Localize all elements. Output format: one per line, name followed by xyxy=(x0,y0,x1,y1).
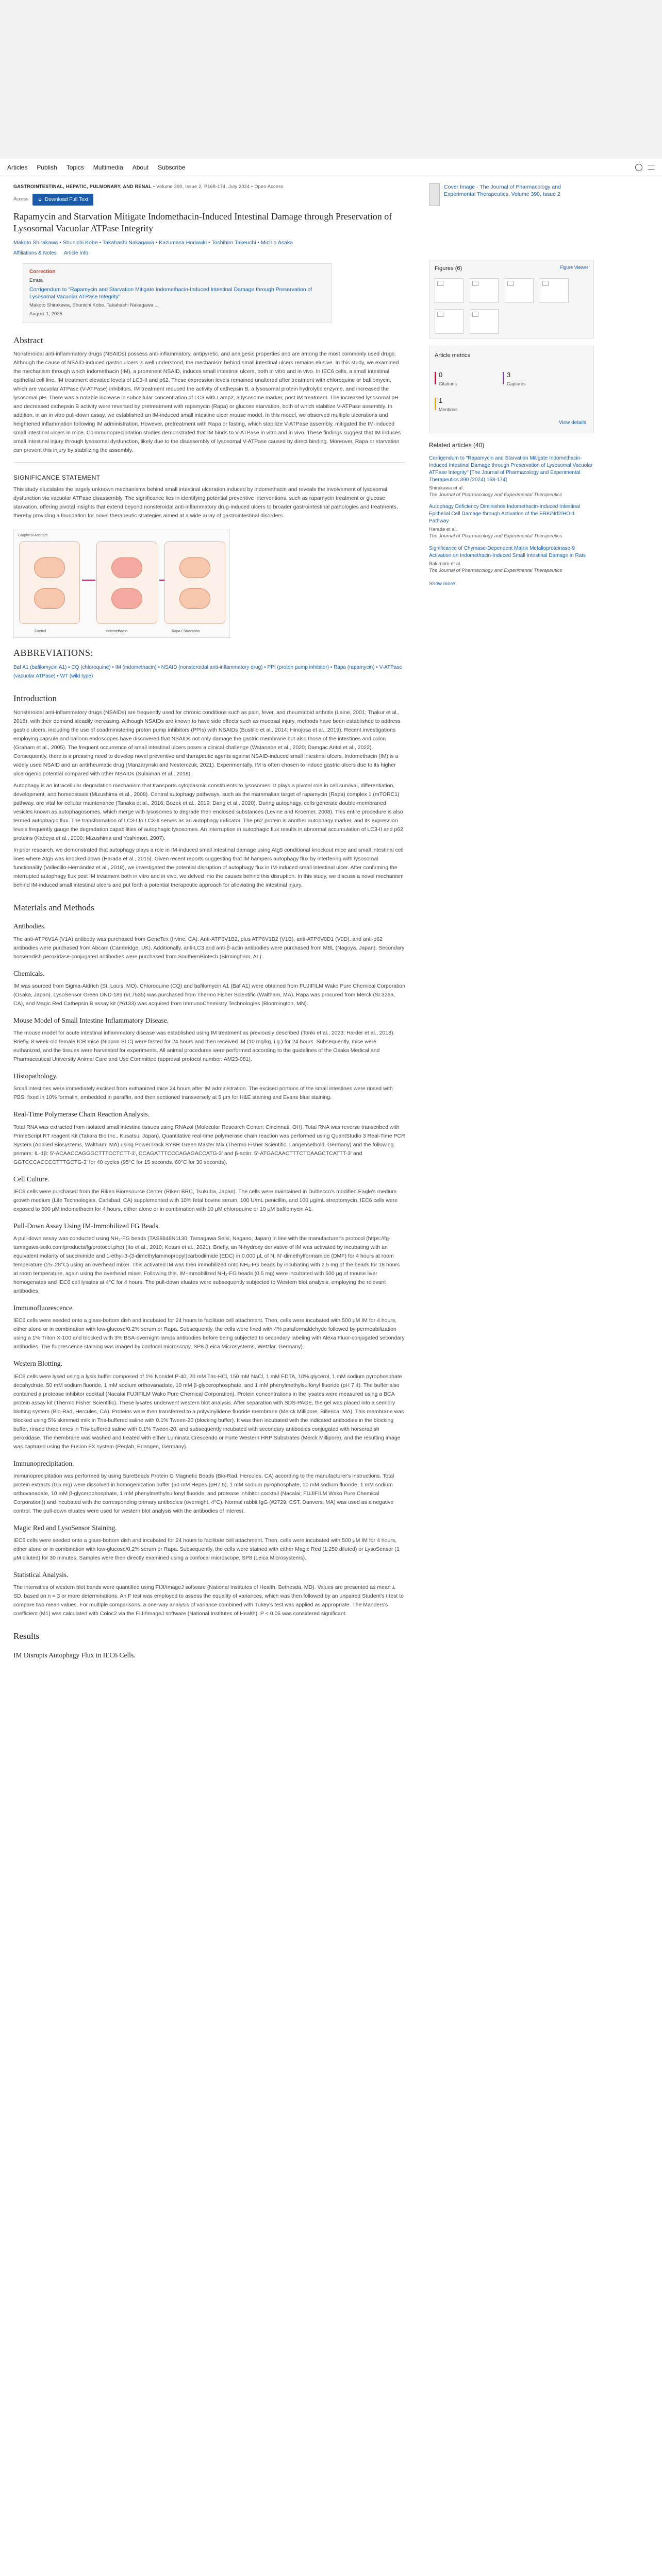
article-column xyxy=(13,176,405,1660)
article-info-link[interactable]: Article Info xyxy=(63,250,88,256)
access-row xyxy=(13,194,405,206)
methods-heading: Materials and Methods xyxy=(13,902,94,912)
related-article-journal: The Journal of Pharmacology and Experimental Therapeutics xyxy=(429,533,562,539)
metric-bar xyxy=(435,398,436,410)
article-title: Rapamycin and Starvation Mitigate Indomethacin-Induced Intestinal Damage through Preservation of Lysosomal Vacuolar ATPase Integrity xyxy=(13,211,392,234)
methods-paragraph: The mouse model for acute intestinal inflammatory disease was established using IM treatment as previously described (Tonki et al., 2023; Harder et al., 2018). Briefly, 8-week-old female ICR mice (Nippon SLC) were fasted for 24 hours and then received IM (10 mg/kg, i.g.) for 24 hours. Subsequently, mice were euthanized, and the tissues were harvested for experiments. All animal procedures were performed according to the guidelines of the Osaka Medical and Pharmaceutical University Animal Care and Use Committee (approval protocol number: AM23-081). xyxy=(13,1030,395,1063)
methods-paragraph: Total RNA was extracted from isolated small intestine tissues using RNAzol (Molecular Research Center; Cincinnati, OH). Total RNA was reverse transcribed with PrimeScript RT reagent Kit (Takara Bio Inc., Kusatsu, Japan). Quantitative real-time polymerase chain reaction was performed using QuantStudio 3 Real-Time PCR System (Applied Biosystems, Waltham, MA) using PowerTrack SYBR Green Master Mix (Thermo Fisher Scientific, Langenselbold, Germany) and the following primers: IL-1β: 5'-ACAACCAGGGCTTTCCTCTT-3', CCAGATTTCCCAGAGACCATG-3' and β-actin: 5'-ATGACAACTTTCTCAAGCTCATTT-3' and GGTCCCACCCCTTTGCTG-3' for 40 cycles (95°C for 15 seconds, 60°C for 30 seconds). xyxy=(13,1124,405,1165)
correction-type: Errata xyxy=(29,277,43,283)
cell-illustration xyxy=(179,588,210,609)
methods-subheading: Statistical Analysis. xyxy=(13,1571,69,1579)
cell-illustration xyxy=(111,557,142,578)
intro-paragraph: Nonsteroidal anti-inflammatory drugs (NSAIDs) are frequently used for chronic conditions such as pain, fever, and rheumatoid arthritis (Laine, 2001; Thakur et al., 2018), with their demand steadily increasing. Although NSAIDs are known to have side effects such as mucosal injury, methods have been established to address gastric ulcers, including the use of coadministering proton pump inhibitors (PPIs) with NSAIDs (Bustillo et al., 2014; Hinojosa et al., 2019). Recent investigations employing capsule and balloon endoscopes have discovered that NSAIDs not only damage the gastric membrane but also those of the intestines and colon (Graham et al., 2005). The frequent occurrence of small intestinal ulcers poses a clinical challenge (Watanabe et al., 2020; Damgac Aritol et al., 2022). Consequently, there is a pressing need to develop novel preventive and therapeutic agents against NSAID-induced small intestinal ulcers. Indomethacin (IM) is a widely used NSAID and an antirheumatic drug (Manzarynski and Nesterczuk, 2021). Experimentally, IM is often chosen to induce gastric ulcers due to its higher ulcerogenic potential compared with other NSAIDs (Sulaiman et al., 2018). xyxy=(13,709,401,777)
methods-subheading: Chemicals. xyxy=(13,969,45,977)
nav-articles[interactable]: Articles xyxy=(7,163,28,171)
figure-thumbnails xyxy=(435,278,588,334)
correction-heading: Correction xyxy=(29,268,56,275)
related-article-authors: Shirakawa et al. xyxy=(429,485,464,491)
article-metrics-panel xyxy=(429,346,594,433)
article-links xyxy=(13,249,405,257)
cell-illustration xyxy=(111,588,142,609)
nav-subscribe[interactable]: Subscribe xyxy=(158,163,186,171)
download-full-text-button[interactable] xyxy=(32,194,93,206)
methods-paragraph: IEC6 cells were seeded onto a glass-bottom dish and incubated for 24 hours to facilitate cell attachment. Then, cells were incubated with 500 μM IM for 4 hours, either alone or in combination with low-glucose/0.2% serum or Rapa. Subsequently, the cells were stained with either Magic Red (1:250 diluted) or LysoSensor (1 μM diluted) for 30 minutes. Samples were then directly examined using a confocal microscope, SP8 (Leica Microsystems). xyxy=(13,1537,400,1562)
figure-thumbnail[interactable] xyxy=(505,278,534,303)
methods-paragraph: IEC6 cells were lysed using a lysis buffer composed of 1% Nonidet P-40, 20 mM Tris-HCl, 150 mM NaCl, 1 mM EDTA, 10% glycerol, 1 mM sodium pyrophosphate decahydrate, 50 mM sodium fluoride, 1 mM sodium orthovanadate, 10 mM β-glycerophosphate, and 1 mM phenylmethylsulfonyl fluoride (pH 7.4). The buffer also contained a protease inhibitor cocktail (Nacalai FUJIFILM Wako Pure Chemical Corporation). Protein concentrations in the lysates were measured using a BCA protein assay kit (Thermo Fisher Scientific). These lysates underwent western blot analysis. After separation with SDS-PAGE, the gel was placed into a semidry blotting system (Bio-Rad, Hercules, CA). Proteins were then transferred to a polyvinylidene fluoride membrane (Merck Millipore, Billerica, MA). This membrane was blocked using 5% skimmed milk in Tris-buffered saline with 0.1% Tween-20 (blocking buffer). It was then incubated with the indicated antibodies in the blocking buffer, rinsed three times in Tris-buffered saline with 0.1% Tween-20, and subsequently incubated with secondary antibodies conjugated with horseradish peroxidase. The membrane was washed and treated with either Luminata Crescendo or Forte Western HRP Substrates (Merck Millipore), and the resulting image was captured using the Fusion FX system (Peqlab, Erlangen, Germany). xyxy=(13,1373,404,1450)
methods-subheading: Cell Culture. xyxy=(13,1175,49,1183)
author-list[interactable]: Makoto Shirakawa • Shunichi Kobe • Takahashi Nakagawa • Kazumasa Horiwaki • Toshihiro Takeuchi • Michio Asaka xyxy=(13,240,293,246)
intro-paragraph: Autophagy is an intracellular degradation mechanism that transports cytoplasmic constituents to lysosomes. It plays a pivotal role in cell survival, differentiation, development, and homeostasis (Mizushima et al., 2008). Central autophagy pathways, such as the mammalian target of rapamycin (Rapa) complex 1 (mTORC1) pathway, are vital for cellular maintenance (Tanaka et al., 2016; Bozek et al., 2019; Dang et al., 2020). During autophagy, cells generate double-membraned vesicles known as autophagosomes, which merge with lysosomes to degrade their enclosed substances (Levine and Kroemer, 2008). This entire procedure is also termed autophagic flux. The transformation of LC3-I to LC3-II serves as an autophagy indicator. The p62 protein is another autophagy marker, and its expression levels frequently gauge the degradation capabilities of autophagic lysosomes. An interruption in autophagic flux results in abnormal accumulation of LC3-II and p62 proteins (Kabeya et al., 2000; Mizushima and Yoshimori, 2007). xyxy=(13,782,403,841)
results-heading: Results xyxy=(13,1631,40,1641)
methods-paragraph: Immunoprecipitation was performed by using SureBeads Protein G Magnetic Beads (Bio-Rad, Hercules, CA) according to the manufacturer's instructions. Total protein extracts (0.5 mg) were dissolved in homogenization buffer (50 mM Hepes (pH7.5), 1 mM sodium pyrophosphate, 10 mM sodium fluoride, 1 mM sodium orthovanadate, 10 mM β-glycerophosphate, 1 mM phenylmethylsulfonyl fluoride, and protease inhibitor cocktail (Nacalai; FUJIFILM Wako Pure Chemical Corporation)) and incubated with the corresponding primary antibodies (overnight, 4°C). Normal rabbit IgG (#2729; CST, Danvers, MA) was used as a negative control. The pull-down eluates were used for western blot analysis with the antibodies of interest. xyxy=(13,1472,394,1514)
related-article[interactable] xyxy=(429,545,594,574)
graphical-abstract[interactable] xyxy=(13,530,230,638)
nav-multimedia[interactable]: Multimedia xyxy=(93,163,123,171)
methods-paragraph: Small intestines were immediately excised from euthanized mice 24 hours after IM administration. The excised portions of the small intestines were rinsed with PBS, fixed in 10% formalin, embedded in paraffin, and then sectioned transversely at 5 μm for H&E staining and Evans blue staining. xyxy=(13,1086,393,1101)
related-article-journal: The Journal of Pharmacology and Experimental Therapeutics xyxy=(429,567,562,573)
issue-info: • Volume 390, Issue 2, P168-174, July 2024 • Open Access xyxy=(153,184,284,189)
metric-value: 1 xyxy=(439,396,443,404)
graphic-label: Control xyxy=(35,629,46,633)
top-navigation xyxy=(0,159,662,176)
correction-date: August 1, 2025 xyxy=(29,311,62,317)
graphic-caption: Graphical Abstract xyxy=(18,534,48,538)
metrics-heading: Article metrics xyxy=(435,352,471,359)
figure-viewer-link[interactable]: Figure Viewer xyxy=(559,265,588,270)
graphic-panel-indomethacin xyxy=(96,541,157,624)
download-label: Download Full Text xyxy=(45,196,89,202)
results-subheading: IM Disrupts Autophagy Flux in IEC6 Cells. xyxy=(13,1651,136,1659)
methods-paragraph: IEC6 cells were purchased from the Riken Bioresource Center (Riken BRC, Tsukuba, Japan). The cells were maintained in Dulbecco's modified Eagle's medium growth medium (Life Technologies, Carlsbad, CA) supplemented with 10% fetal bovine serum, 100 U/mL penicillin, and 100 μg/mL streptomycin. IEC6 cells were exposed to 500 μM indomethacin for 4 hours, either alone or in combination with 10 μM chloroquine or 10 μM bafilomycin A1. xyxy=(13,1188,398,1212)
metric-label: Citations xyxy=(439,381,457,386)
download-icon xyxy=(38,197,42,202)
view-details-link[interactable]: View details xyxy=(558,419,586,426)
journal-section[interactable]: GASTROINTESTINAL, HEPATIC, PULMONARY, AND RENAL xyxy=(13,184,152,189)
figure-thumbnail[interactable] xyxy=(470,278,499,303)
nav-publish[interactable]: Publish xyxy=(37,163,57,171)
metric-label: Mentions xyxy=(439,407,458,412)
methods-paragraph: A pull-down assay was conducted using NH₂-FG beads (TAS8848N1130; Tamagawa Seiki, Nagano, Japan) in line with the manufacturer's protocol (https://fg-tamagawa-seiki.com/products/fg/protocol.php) (Ito et al., 2010; Kotani et al., 2021). Briefly, an N-hydroxy derivative of IM was activated by incubating with an equivalent molarity of succinimide and 1-ethyl-3-(3-dimethylaminopropyl)carbodiimide (EDC) in 0.000 μL of N, N'-dimethylformamide (DMF) for 4 hours at room temperature (25–28°C) using an overhead mixer. This activated IM was then immobilized onto NH₂-FG beads by incubating with 2.5 mg of the beads for 18 hours at room temperature, again using the overhead mixer. Following this, IM-immobilized NH₂-FG beads (0.5 mg) were incubated with 500 μg of mouse liver homogenates and IEC6 cell lysates at 4°C for 4 hours. The pull-down eluates were subsequently subjected to Western blot analysis, employing the relevant antibodies. xyxy=(13,1235,400,1295)
metric-label: Captures xyxy=(507,381,526,386)
breadcrumb xyxy=(13,183,405,191)
methods-paragraph: IEC6 cells were seeded onto a glass-bottom dish and incubated for 24 hours to facilitate cell attachment. Then, cells were incubated with 500 μM IM for 4 hours, either alone or in combination with low-glucose/0.2% serum or Rapa. Subsequently, the cells were fixed with 4% paraformaldehyde followed by permeabilization using a 1% Triton X-100 and blocked with 3% BSA-overnight-lamps antibodies before being subjected to secondary labeling with Alexa Fluor-conjugated secondary antibodies. The fluorescence staining was imaged by confocal microscopy, SP8 (Leica Microsystems, Wetzlar, Germany). xyxy=(13,1317,405,1350)
nav-tools xyxy=(635,164,655,171)
cover-thumbnail[interactable] xyxy=(429,183,440,206)
figures-panel xyxy=(429,260,594,338)
figure-thumbnail[interactable] xyxy=(435,278,464,303)
methods-subheading: Real-Time Polymerase Chain Reaction Analysis. xyxy=(13,1110,150,1118)
correction-notice xyxy=(23,263,332,323)
figure-thumbnail[interactable] xyxy=(435,309,464,334)
significance-text: This study elucidates the largely unknown mechanisms behind small intestinal ulceration induced by indomethacin and reveals the involvement of lysosomal dysfunction via vacuolar ATPase disassembly. The significance lies in identifying potential preventive interventions, such as rapamycin treatment or glucose starvation, offering pivotal insights that extend beyond nonsteroidal anti-inflammatory drug-induced ulcers to broader gastrointestinal pathologies and treatments, thereby providing a foundation for novel therapeutic strategies aimed at a wide array of gastrointestinal disorders. xyxy=(13,486,398,519)
cell-illustration xyxy=(34,557,65,578)
metric-bar xyxy=(435,372,436,384)
related-article-journal: The Journal of Pharmacology and Experimental Therapeutics xyxy=(429,492,562,498)
divider xyxy=(13,462,405,463)
correction-authors: Makoto Shirakawa, Shunichi Kobe, Takahashi Nakagawa ... xyxy=(29,302,159,309)
metric-value: 3 xyxy=(507,370,511,379)
sidebar xyxy=(429,183,594,588)
figures-heading: Figures (6) xyxy=(435,265,462,272)
related-articles-list xyxy=(429,455,594,574)
cover-image-link[interactable]: Cover Image - The Journal of Pharmacology and Experimental Therapeutics, Volume 390, Issue 2 xyxy=(444,184,561,198)
figure-thumbnail[interactable] xyxy=(470,309,499,334)
methods-subheading: Magic Red and LysoSensor Staining. xyxy=(13,1523,117,1532)
related-article-title[interactable]: Significance of Chymase-Dependent Matrix Metalloproteinase-9 Activation on Indomethacin-Induced Small Intestinal Damage in Rats xyxy=(429,545,586,558)
graphic-label: Rapa / Starvation xyxy=(172,629,200,633)
methods-subheading: Mouse Model of Small Intestine Inflammatory Disease. xyxy=(13,1016,169,1024)
metric-mentions xyxy=(439,396,458,414)
methods-subheading: Immunoprecipitation. xyxy=(13,1459,74,1467)
metric-captures xyxy=(507,370,526,388)
abstract-heading: Abstract xyxy=(13,335,43,345)
related-article-authors: Bakimoto et al. xyxy=(429,561,461,567)
abbreviations-list[interactable]: Baf A1 (bafilomycin A1) • CQ (chloroquine) • IM (indomethacin) • NSAID (nonsteroidal anti-inflammatory drug) • PPI (proton pump inhibitor) • Rapa (rapamycin) • V-ATPase (vacuolar ATPase) • WT (wild type) xyxy=(13,665,402,680)
methods-subheading: Western Blotting. xyxy=(13,1360,62,1368)
access-label: Access xyxy=(13,196,29,202)
graphic-panel-rapa xyxy=(164,541,225,624)
methods-subheading: Pull-Down Assay Using IM-Immobilized FG Beads. xyxy=(13,1222,160,1230)
related-article-authors: Harada et al. xyxy=(429,527,457,533)
abbreviations-heading: ABBREVIATIONS: xyxy=(13,648,94,658)
nav-about[interactable]: About xyxy=(132,163,149,171)
introduction-heading: Introduction xyxy=(13,693,57,704)
graphic-label: Indomethacin xyxy=(106,629,128,633)
methods-subheading: Immunofluorescence. xyxy=(13,1304,74,1312)
cell-illustration xyxy=(179,557,210,578)
methods-sections xyxy=(13,921,405,1618)
methods-subheading: Antibodies. xyxy=(13,922,46,930)
related-article[interactable] xyxy=(429,455,594,499)
nav-topics[interactable]: Topics xyxy=(66,163,84,171)
correction-title-link[interactable]: Corrigendum to "Rapamycin and Starvation Mitigate Indomethacin-Induced Intestinal Damage through Preservation of Lysosomal Vacuolar ATPase Integrity" xyxy=(29,286,312,300)
methods-subheading: Histopathology. xyxy=(13,1072,58,1080)
article-page xyxy=(0,176,662,2576)
significance-heading: SIGNIFICANCE STATEMENT xyxy=(13,474,101,482)
related-articles-heading: Related articles (40) xyxy=(429,441,485,449)
arrow-icon xyxy=(82,580,95,581)
methods-paragraph: The anti-ATP6V1A (V1A) antibody was purchased from GeneTex (Irvine, CA). Anti-ATP6V1B2, plus ATP6V1B2 (V1B), anti-ATP6V0D1 (V0D), and anti-p62 antibodies were purchased from Abcam (Cambridge, UK). Additionally, anti-LC3 and anti-β-actin antibodies were purchased from MBL (Nagoya, Japan). Secondary horseradish peroxidase-conjugated antibodies were purchased from SouthernBiotech (Birmingham, AL). xyxy=(13,936,405,960)
methods-paragraph: The intensities of western blot bands were quantified using FIJI/ImageJ software (National Institutes of Health, Bethesda, MD). Values are presented as mean ± SD, based on n = 3 or more determinations. An F test was employed to assess the equality of variances, which was then followed by an unpaired Student's t test to compare two mean values. For multiple comparisons, a one-way analysis of variance combined with Tukey's test was applied as appropriate. The Manders's coefficient (M1) was calculated with Coloc2 via the FIJI/ImageJ software (National Institutes of Health). P < 0.05 was considered significant. xyxy=(13,1584,404,1617)
metric-citations xyxy=(439,370,457,388)
search-icon[interactable] xyxy=(635,164,642,171)
methods-paragraph: IM was sourced from Sigma-Aldrich (St. Louis, MO). Chloroquine (CQ) and bafilomycin A1 (Baf A1) were obtained from FUJIFILM Wako Pure Chemical Corporation (Osaka, Japan). LysoSensor Green DND-189 (#L7535) was purchased from Thermo Fisher Scientific (Waltham, MA). Rapa was procured from Merck (Sr.326a, CA), and Magic Red Cathepsin B assay kit (#6133) was acquired from ImmunoChemistry Technologies (Bloomington, MN). xyxy=(13,982,405,1007)
figure-thumbnail[interactable] xyxy=(540,278,569,303)
affiliations-link[interactable]: Affiliations & Notes xyxy=(13,250,57,256)
cell-illustration xyxy=(34,588,65,609)
abstract-text: Nonsteroidal anti-inflammatory drugs (NSAIDs) possess anti-inflammatory, antipyretic, and analgesic properties and are among the most commonly used drugs. Although the cause of NSAID-induced gastric ulcers is well understood, the mechanism behind small intestinal ulcers remains elusive. In this study, we examined the mechanism through which indomethacin (IM), a prominent NSAID, induces small intestinal ulcers, both in vitro and in vivo. In IEC6 cells, a small intestinal epithelial cell line, IM treatment elevated levels of LC3-II and p62. These expression levels remained unaltered after treatment with chloroquine or bafilomycin, which are vacuolar ATPase (V-ATPase) inhibitors. IM treatment reduced the activity of cathepsin B, a lysosomal protein hydrolytic enzyme, and increased the lysosomal pH. There was a notable increase in subcellular concentration of LC3 with Lamp2, a lysosome marker, post IM treatment. The increased lysosomal pH and decreased cathepsin B activity were reversed by pretreatment with rapamycin (Rapa) or glucose starvation, both of which stabilize V-ATPase assembly. In addition, in an in vitro pull-down assay, we established an IM-induced small intestine ulcer mouse model. In this model, we observed multiple ulcerations and heightened inflammation following IM administration. However, pretreatment with Rapa or fasting, which stabilize V-ATPase assembly, mitigated the IM-induced small intestinal ulcers in mice. Coimmunoprecipitation studies demonstrated that IM binds to V-ATPase in vitro and in vivo. These findings suggest that IM induces small intestinal injury through lysosomal dysfunction, likely due to the disassembly of lysosomal V-ATPase caused by direct binding. Moreover, Rapa or starvation can prevent this injury by stabilizing the assembly. xyxy=(13,351,401,454)
graphic-panel-control xyxy=(19,541,80,624)
show-more-button[interactable]: Show more xyxy=(429,581,455,587)
intro-paragraph: In prior research, we demonstrated that autophagy plays a role in IM-induced small intestinal damage using Atg5 conditional knockout mice and small intestinal cell lines where Atg5 was knocked down (Harada et al., 2015). Given recent reports suggesting that IM hampers autophagy flux by interfering with lysosomal functionality (Vallecillo-Hernández et al., 2018), we investigated the potential disruption of autophagy flux in IM-induced small intestinal ulcer. After confirming the interrupted autophagy flux post IM treatment both in vitro and in vivo, we delved into the causes behind this disruption. In this study, we discuss a novel mechanism behind IM-induced small intestinal ulcers and put forth a potential therapeutic approach for alleviating the intestinal injury. xyxy=(13,846,404,888)
related-article-title[interactable]: Autophagy Deficiency Diminishes Indomethacin-Induced Intestinal Epithelial Cell Damage through Activation of the ERK/Nrf2/HO-1 Pathway xyxy=(429,504,580,524)
related-article-title[interactable]: Corrigendum to "Rapamycin and Starvation Mitigate Indomethacin-Induced Intestinal Damage through Preservation of Lysosomal Vacuolar ATPase Integrity" [The Journal of Pharmacology and Experimental Therapeutics 390 (2024) 168-174] xyxy=(429,455,593,483)
metric-value: 0 xyxy=(439,370,443,379)
cover-image-card[interactable] xyxy=(429,183,584,209)
metric-bar xyxy=(503,372,504,384)
menu-icon[interactable] xyxy=(648,165,655,170)
related-article[interactable] xyxy=(429,503,594,540)
